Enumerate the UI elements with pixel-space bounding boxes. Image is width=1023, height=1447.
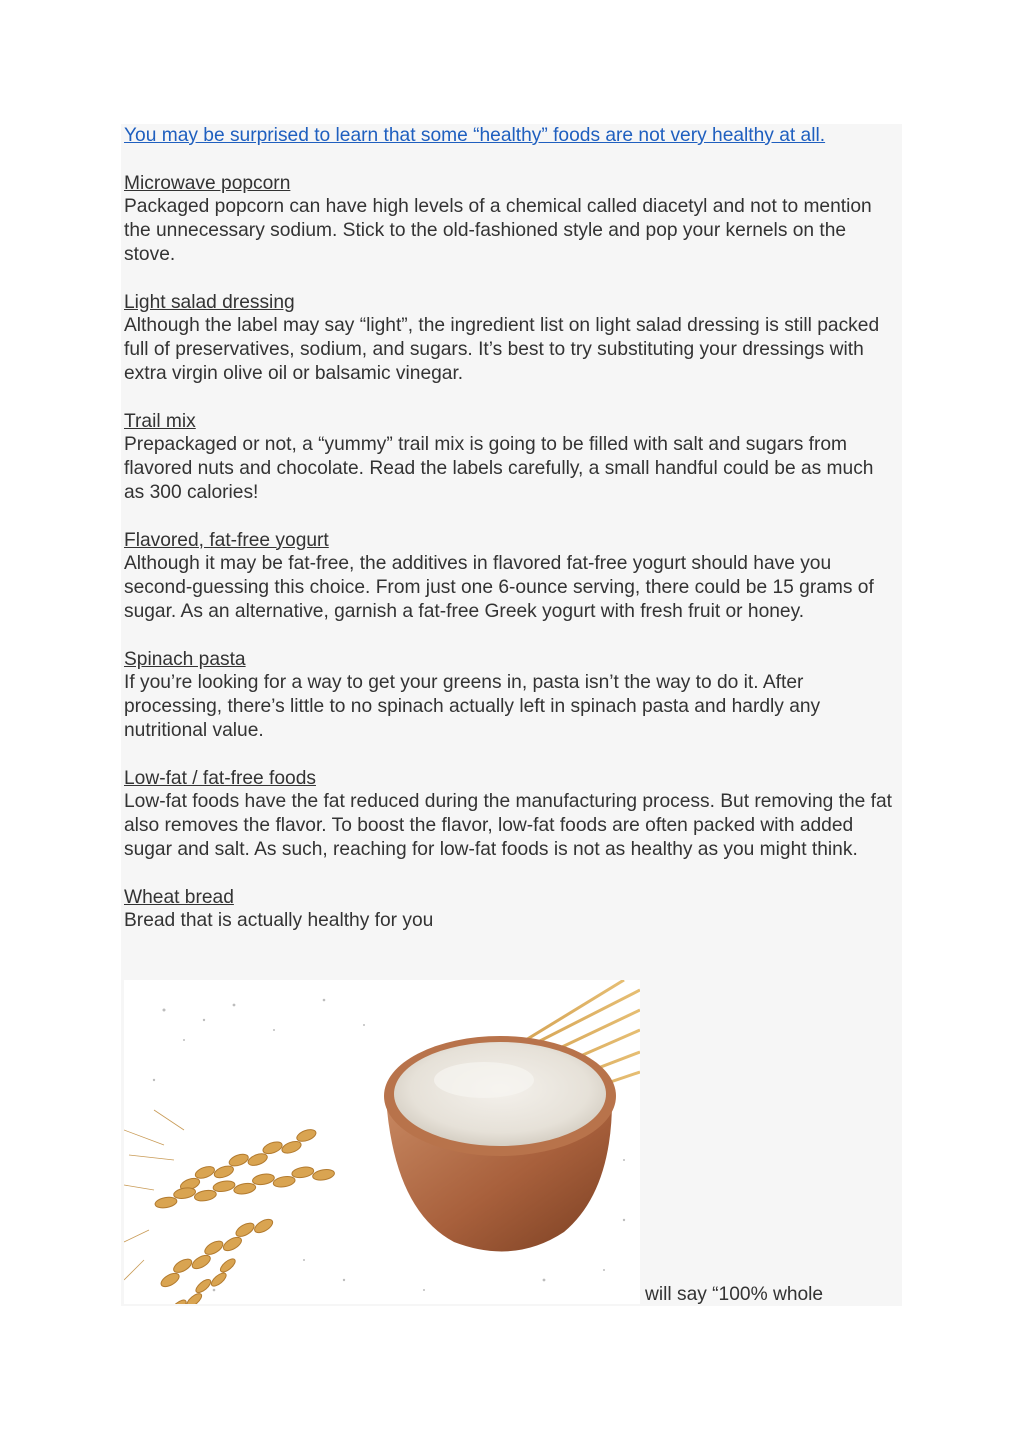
section-title: Microwave popcorn bbox=[124, 172, 291, 194]
section-low-fat-foods bbox=[124, 767, 899, 862]
section-title: Spinach pasta bbox=[124, 648, 246, 670]
section-title: Light salad dressing bbox=[124, 291, 295, 313]
section-body: Packaged popcorn can have high levels of a chemical called diacetyl and not to mention the unnecessary sodium. Stick to the old-fashioned style and pop your kernels on the stove. bbox=[124, 196, 872, 265]
section-body: If you’re looking for a way to get your greens in, pasta isn’t the way to do it. After processing, there’s little to no spinach actually left in spinach pasta and hardly any nutritional value. bbox=[124, 672, 821, 741]
section-title: Trail mix bbox=[124, 410, 196, 432]
section-body: Bread that is actually healthy for you bbox=[124, 910, 434, 932]
section-title: Wheat bread bbox=[124, 886, 234, 908]
section-title: Flavored, fat-free yogurt bbox=[124, 529, 329, 551]
section-body: Low-fat foods have the fat reduced during the manufacturing process. But removing the fat also removes the flavor. To boost the flavor, low-fat foods are often packed with added sugar and salt. As such, reaching for low-fat foods is not as healthy as you might think. bbox=[124, 791, 892, 860]
section-title: Low-fat / fat-free foods bbox=[124, 767, 316, 789]
section-flavored-yogurt bbox=[124, 529, 899, 624]
section-body: Although the label may say “light”, the ingredient list on light salad dressing is still packed full of preservatives, sodium, and sugars. It’s best to try substituting your dressings with extra virgin olive oil or balsamic vinegar. bbox=[124, 315, 880, 384]
section-wheat-bread bbox=[124, 886, 899, 934]
section-microwave-popcorn bbox=[124, 172, 899, 267]
section-trail-mix bbox=[124, 410, 899, 505]
trailing-text: will say “100% whole bbox=[645, 1284, 824, 1305]
section-body: Prepackaged or not, a “yummy” trail mix is going to be filled with salt and sugars from flavored nuts and chocolate. Read the labels carefully, a small handful could be as much as 300 calories! bbox=[124, 434, 874, 503]
flour-bowl-wheat-illustration bbox=[124, 980, 640, 1304]
intro-link[interactable]: You may be surprised to learn that some “healthy” foods are not very healthy at all. bbox=[124, 125, 826, 146]
section-spinach-pasta bbox=[124, 648, 899, 743]
section-body: Although it may be fat-free, the additives in flavored fat-free yogurt should have you second-guessing this choice. From just one 6-ounce serving, there could be 15 grams of sugar. As an alternative, garnish a fat-free Greek yogurt with fresh fruit or honey. bbox=[124, 553, 874, 622]
article-content bbox=[124, 124, 899, 957]
section-light-salad-dressing bbox=[124, 291, 899, 386]
